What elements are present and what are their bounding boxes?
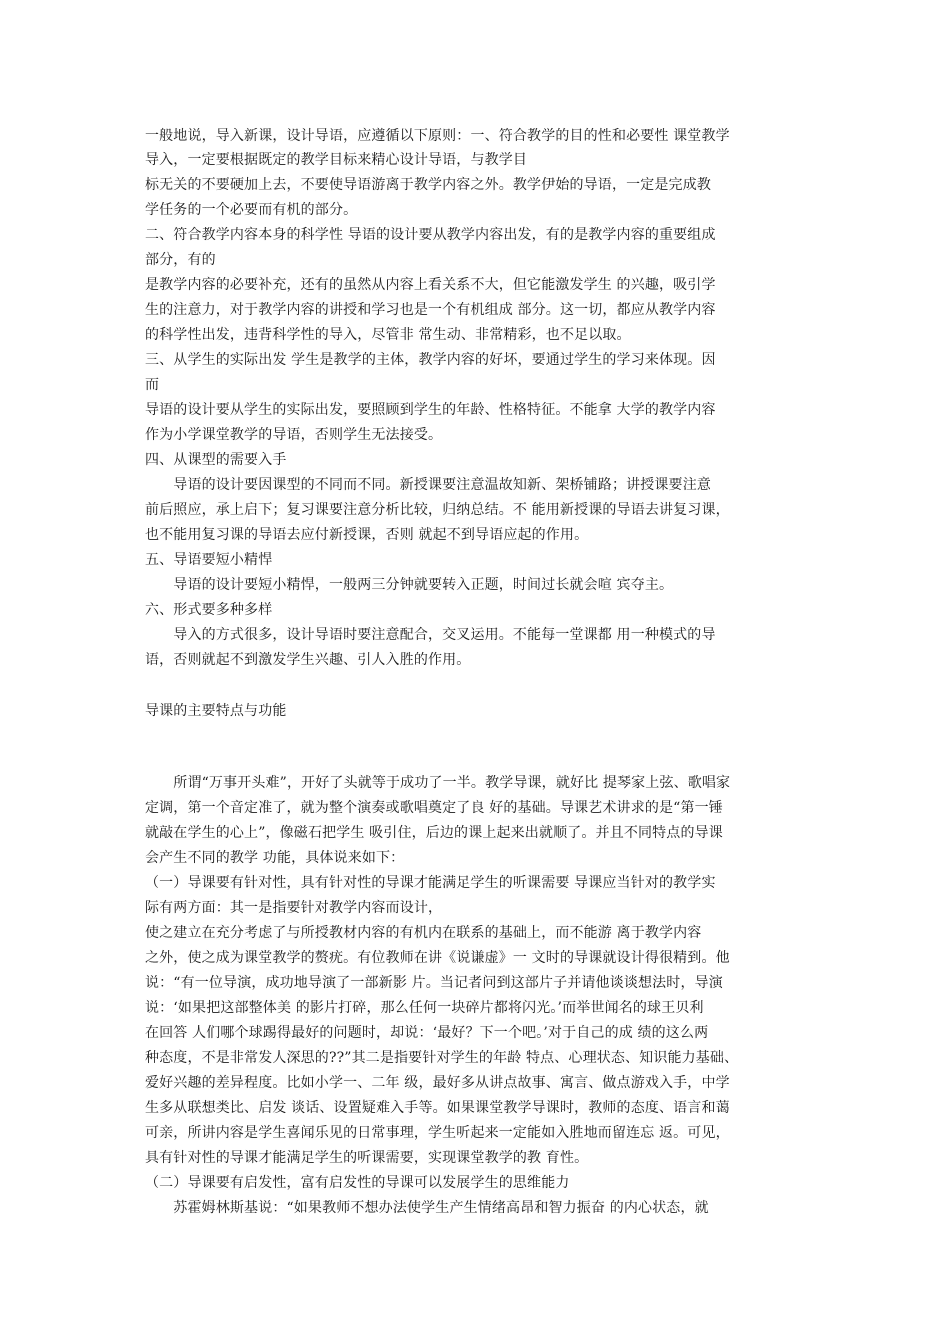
paragraph-line: 前后照应，承上启下；复习课要注意分析比较，归纳总结。不 能用新授课的导语去讲复习课， [145,502,730,518]
paragraph-line: 的科学性出发，违背科学性的导入，尽管非 常生动、非常精彩，也不足以取。 [145,327,631,343]
paragraph-line: 导语的设计要因课型的不同而不同。新授课要注意温故知新、架桥铺路；讲授课要注意 [145,477,711,493]
paragraph-line: 定调，第一个音定准了，就为整个演奏或歌唱奠定了良 好的基础。导课艺术讲求的是“第一锤 [145,800,723,816]
section-heading: 四、从课型的需要入手 [145,452,287,468]
paragraph-line: 也不能用复习课的导语去应付新授课，否则 就起不到导语应起的作用。 [145,527,589,543]
paragraph-line: 语，否则就起不到激发学生兴趣、引人入胜的作用。 [145,652,471,668]
paragraph-line: 导语的设计要从学生的实际出发，要照顾到学生的年龄、性格特征。不能拿 大学的教学内容 [145,402,716,418]
section-heading: （二）导课要有启发性，富有启发性的导课可以发展学生的思维能力 [145,1175,570,1191]
paragraph-line: 导入，一定要根据既定的教学目标来精心设计导语，与教学目 [145,152,528,168]
paragraph-line: 学任务的一个必要而有机的部分。 [145,202,358,218]
paragraph-line: 是教学内容的必要补充，还有的虽然从内容上看关系不大，但它能激发学生 的兴趣，吸引学 [145,277,716,293]
paragraph-line: 生的注意力，对于教学内容的讲授和学习也是一个有机组成 部分。这一切，都应从教学内容 [145,302,716,318]
paragraph-line: 之外，使之成为课堂教学的赘疣。有位教师在讲《说谦虚》一 文时的导课就设计得很精到。他 [145,950,730,966]
section-heading: 三、从学生的实际出发 学生是教学的主体，教学内容的好坏，要通过学生的学习来体现。因 [145,352,716,368]
paragraph-line: 所谓“万事开头难”，开好了头就等于成功了一半。教学导课，就好比 提琴家上弦、歌唱家 [145,775,731,791]
paragraph-line: 会产生不同的教学 功能，具体说来如下： [145,850,405,866]
paragraph-line: 苏霍姆林斯基说：“如果教师不想办法使学生产生情绪高昂和智力振奋 的内心状态，就 [145,1200,709,1216]
paragraph-line: 具有针对性的导课才能满足学生的听课需要，实现课堂教学的教 育性。 [145,1150,589,1166]
paragraph-line: 生多从联想类比、启发 谈话、设置疑难入手等。如果课堂教学导课时，教师的态度、语言和蔼 [145,1100,730,1116]
paragraph-line: 导语的设计要短小精悍，一般两三分钟就要转入正题，时间过长就会喧 宾夺主。 [145,577,674,593]
paragraph-line: 在回答 人们哪个球踢得最好的问题时，却说：‘最好？下一个吧。’对于自己的成 绩的这么两 [145,1025,709,1041]
section-heading: 二、符合教学内容本身的科学性 导语的设计要从教学内容出发，有的是教学内容的重要组成 [145,227,716,243]
paragraph-line: 爱好兴趣的差异程度。比如小学一、二年 级，最好多从讲点故事、寓言、做点游戏入手，中学 [145,1075,730,1091]
paragraph-line: 一般地说，导入新课，设计导语，应遵循以下原则：一、符合教学的目的性和必要性 课堂教学 [145,128,730,144]
paragraph-line: 标无关的不要硬加上去，不要使导语游离于教学内容之外。教学伊始的导语，一定是完成教 [145,177,711,193]
paragraph-line: 可亲，所讲内容是学生喜闻乐见的日常事理，学生听起来一定能如入胜地而留连忘 返。可见， [145,1125,730,1141]
paragraph-line: 部分，有的 [145,252,216,268]
paragraph-line: 导入的方式很多，设计导语时要注意配合，交叉运用。不能每一堂课都 用一种模式的导 [145,627,716,643]
paragraph-line: 作为小学课堂教学的导语，否则学生无法接受。 [145,427,443,443]
paragraph-line: 际有两方面：其一是指要针对教学内容而设计， [145,900,443,916]
section-heading: 五、导语要短小精悍 [145,552,273,568]
paragraph-line: 说：‘如果把这部整体美 的影片打碎，那么任何一块碎片都将闪光。’而举世闻名的球王贝利 [145,1000,704,1016]
paragraph-line: 说：“有一位导演，成功地导演了一部新影 片。当记者问到这部片子并请他谈谈想法时，导演 [145,975,723,991]
section-heading: 六、形式要多种多样 [145,602,273,618]
paragraph-line: 使之建立在充分考虑了与所授教材内容的有机内在联系的基础上，而不能游 离于教学内容 [145,925,702,941]
paragraph-line: 就敲在学生的心上”，像磁石把学生 吸引住，后边的课上起来出就顺了。并且不同特点的导课 [145,825,723,841]
section-heading: （一）导课要有针对性，具有针对性的导课才能满足学生的听课需要 导课应当针对的教学实 [145,875,716,891]
paragraph-line: 种态度，不是非常发人深思的??”其二是指要针对学生的年龄 特点、心理状态、知识能力基础、 [145,1050,739,1066]
section-title: 导课的主要特点与功能 [145,703,287,719]
paragraph-line: 而 [145,377,160,393]
